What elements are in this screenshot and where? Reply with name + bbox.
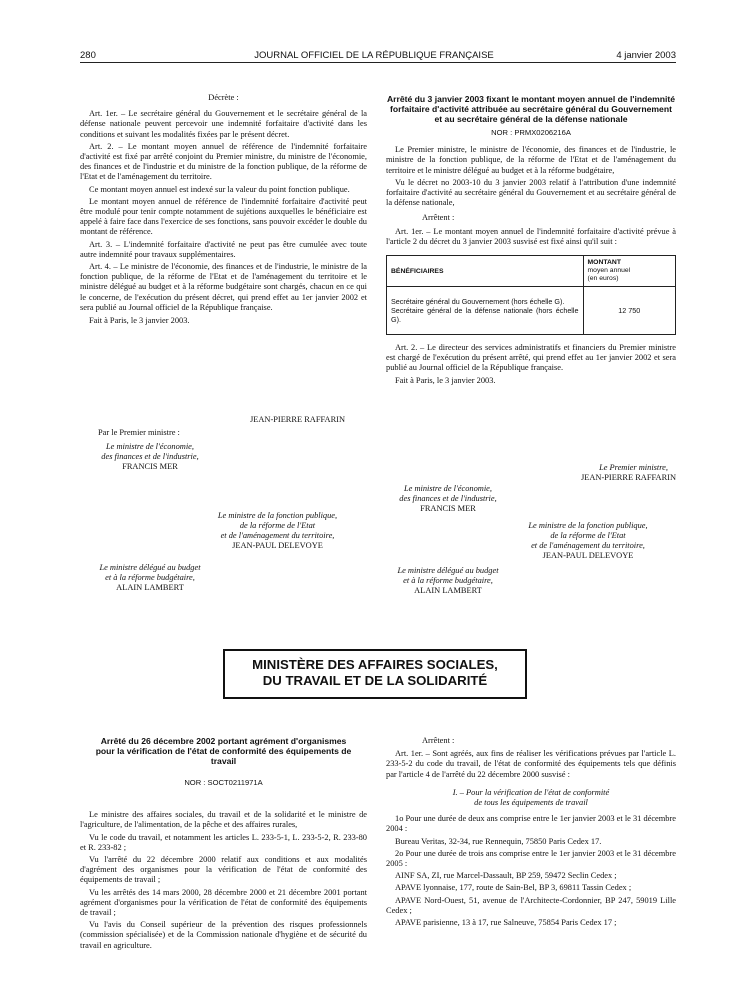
org-apave-nord-ouest: APAVE Nord-Ouest, 51, avenue de l'Architecte-Cordonnier, BP 247, 59019 Lille Cedex ; (386, 895, 676, 915)
arrete-title: Arrêté du 3 janvier 2003 fixant le montant moyen annuel de l'indemnité forfaitaire d'activité attribuée au secrétaire général du Gouvernement et au secrétaire général de la défense nationale (386, 94, 676, 124)
agrement-p5: Vu l'avis du Conseil supérieur de la prévention des risques professionnels (commission spécialisée) et de la Commission nationale d'hygiène et de sécurité du travail en agriculture. (80, 920, 367, 950)
arrete-min-eco-1: Le ministre de l'économie, (403, 484, 492, 493)
beneficiaries-table (386, 255, 676, 335)
decree-min-bud-1: Le ministre délégué au budget (99, 563, 201, 572)
agrement-nor: NOR : SOCT0211971A (184, 778, 263, 787)
decree-art2-p2: Ce montant moyen annuel est indexé sur la valeur du point fonction publique. (89, 184, 350, 194)
table-row1: Secrétaire général du Gouvernement (hors échelle G). (391, 297, 565, 307)
decree-min-fp-3: et de l'aménagement du territoire, (220, 531, 335, 540)
decree-min-eco-2: des finances et de l'industrie, (101, 452, 199, 461)
org-apave-lyonnaise: APAVE lyonnaise, 177, route de Sain-Bel, BP 3, 69811 Tassin Cedex ; (395, 883, 632, 893)
arrete-column (386, 94, 676, 388)
agrement-art1: Art. 1er. – Sont agréés, aux fins de réaliser les vérifications prévues par l'article L. 233-5-2 du code du travail, de l'état de conformité des équipements tels que définis par l'article 4 de l'arrêté du 22 décembre 2000 susvisé : (386, 749, 676, 779)
decrete-heading: Décrète : (208, 93, 239, 102)
agrement-title: Arrêté du 26 décembre 2002 portant agrément d'organismes pour la vérification de l'état de conformité des équipements de travail (95, 736, 352, 766)
page-number: 280 (80, 50, 96, 61)
agrement-p2: Vu le code du travail, et notamment les articles L. 233-5-1, L. 233-5-2, R. 233-80 et R. 233-82 ; (80, 832, 367, 852)
arrete-pm-name: JEAN-PIERRE RAFFARIN (580, 473, 676, 482)
decree-pm-name: JEAN-PIERRE RAFFARIN (249, 415, 345, 424)
item1: 1o Pour une durée de deux ans comprise entre le 1er janvier 2003 et le 31 décembre 2004 : (386, 814, 676, 834)
item2: 2o Pour une durée de trois ans comprise entre le 1er janvier 2003 et le 31 décembre 2005 : (386, 848, 676, 869)
decree-fait: Fait à Paris, le 3 janvier 2003. (89, 316, 190, 326)
arrete-min-eco-2: des finances et de l'industrie, (399, 494, 497, 503)
arrete-p2: Vu le décret no 2003-10 du 3 janvier 2003 relatif à l'attribution d'une indemnité forfaitaire d'activité au secrétaire général du Gouvernement et au secrétaire général de la défense nationale, (386, 177, 676, 208)
arrete-p1: Le Premier ministre, le ministre de l'économie, des finances et de l'industrie, le ministre de la fonction publique, de la réforme de l'Etat et de l'aménagement du territoire et le ministre délégué au budget et à la réforme budgétaire, (386, 145, 676, 175)
arrete-pm: Le Premier ministre, (599, 463, 668, 472)
org-apave-parisienne: APAVE parisienne, 13 à 17, rue Salneuve, 75854 Paris Cedex 17 ; (395, 918, 617, 928)
journal-title: JOURNAL OFFICIEL DE LA RÉPUBLIQUE FRANÇAISE (254, 50, 494, 61)
decree-min-eco-1: Le ministre de l'économie, (105, 442, 194, 451)
org-ainf: AINF SA, ZI, rue Marcel-Dassault, BP 259, 59472 Seclin Cedex ; (395, 871, 617, 881)
decree-column (80, 93, 367, 328)
item1-org: Bureau Veritas, 32-34, rue Rennequin, 75850 Paris Cedex 17. (395, 836, 602, 846)
table-row2: Secrétaire général de la défense nationale (hors échelle G). (391, 306, 579, 325)
table-amount: 12 750 (583, 287, 675, 335)
arrete-min-fp-3: et de l'aménagement du territoire, (531, 541, 645, 550)
arrete-art1: Art. 1er. – Le montant moyen annuel de l'indemnité forfaitaire d'activité prévue à l'article 2 du décret du 3 janvier 2003 susvisé est fixé ainsi qu'il suit : (386, 226, 676, 246)
ministry-line2: DU TRAVAIL ET DE LA SOLIDARITÉ (262, 673, 488, 688)
agrement-p4: Vu les arrêtés des 14 mars 2000, 28 décembre 2000 et 21 décembre 2001 portant agrément d'organismes pour la vérification de l'état de conformité des équipements de travail ; (80, 887, 367, 918)
table-row-beneficiaries (387, 287, 584, 335)
arrete-min-bud-name: ALAIN LAMBERT (414, 586, 482, 595)
agrement-arretent: Arrêtent : (422, 736, 455, 745)
decree-min-bud-2: et à la réforme budgétaire, (105, 573, 195, 582)
decree-min-eco-name: FRANCIS MER (122, 462, 178, 471)
decree-art2: Art. 2. – Le montant moyen annuel de référence de l'indemnité forfaitaire d'activité est fixé par arrêté conjoint du Premier ministre, du ministre de l'économie, des finances et de l'industrie et du ministre de la fonction publique, de la réforme de l'Etat et de l'aménagement du territoire. (80, 141, 367, 182)
arrete-min-fp-name: JEAN-PAUL DELEVOYE (542, 551, 634, 560)
arrete-min-bud-2: et à la réforme budgétaire, (403, 576, 493, 585)
arrete-min-fp-2: de la réforme de l'Etat (550, 531, 626, 540)
decree-art1: Art. 1er. – Le secrétaire général du Gouvernement et le secrétaire général de la défense nationale peuvent percevoir une indemnité forfaitaire d'activité dans les conditions et suivant les modalités fixées par le présent décret. (80, 109, 367, 139)
table-header-montant (583, 256, 675, 287)
agrement-column (80, 736, 367, 953)
issue-date: 4 janvier 2003 (616, 50, 676, 61)
header-rule (80, 62, 676, 63)
montant-l1: MONTANT (587, 259, 621, 267)
decree-art4: Art. 4. – Le ministre de l'économie, des finances et de l'industrie, le ministre de la fonction publique, de la réforme de l'Etat et de l'aménagement du territoire et le ministre délégué au budget et à la réforme budgétaire sont chargés, chacun en ce qui le concerne, de l'exécution du présent décret, qui prend effet au 1er janvier 2002 et sera publié au Journal officiel de la République française. (80, 262, 367, 312)
arrete-min-eco-name: FRANCIS MER (420, 504, 476, 513)
table-header-beneficiaires: BÉNÉFICIAIRES (387, 256, 584, 287)
agrement-p1: Le ministre des affaires sociales, du travail et de la solidarité et le ministre de l'agriculture, de l'alimentation, de la pêche et des affaires rurales, (80, 810, 367, 830)
arrete-fait: Fait à Paris, le 3 janvier 2003. (395, 375, 496, 385)
arrete-min-fp-1: Le ministre de la fonction publique, (528, 521, 648, 530)
decree-min-fp-2: de la réforme de l'Etat (239, 521, 316, 530)
decree-min-fp-1: Le ministre de la fonction publique, (217, 511, 338, 520)
montant-l3: (en euros) (587, 275, 619, 283)
decree-min-fp-name: JEAN-PAUL DELEVOYE (232, 541, 323, 550)
agrement-articles-column (386, 736, 676, 930)
arrete-arretent: Arrêtent : (422, 213, 455, 223)
section-heading (386, 788, 676, 808)
arrete-min-bud-1: Le ministre délégué au budget (397, 566, 499, 575)
decree-art2-p3: Le montant moyen annuel de référence de l'indemnité forfaitaire d'activité peut être modulé pour tenir compte notamment de sujétions auxquelles le bénéficiaire est appelé à faire face dans l'exercice de ses fonctions, sans pouvoir excéder le double du montant de référence. (80, 196, 367, 237)
arrete-art2: Art. 2. – Le directeur des services administratifs et financiers du Premier ministre est chargé de l'exécution du présent arrêté, qui prend effet au 1er janvier 2002 et sera publié au Journal officiel de la République française. (386, 343, 676, 373)
decree-min-bud-name: ALAIN LAMBERT (116, 583, 184, 592)
agrement-p3: Vu l'arrêté du 22 décembre 2000 relatif aux conditions et aux modalités d'agrément des organismes pour la vérification de l'état de conformité des équipements de travail ; (80, 855, 367, 885)
beneficiaries-table-wrap (386, 255, 676, 335)
decree-art3: Art. 3. – L'indemnité forfaitaire d'activité ne peut pas être cumulée avec toute autre indemnité pour travaux supplémentaires. (80, 239, 367, 259)
montant-l2: moyen annuel (587, 267, 631, 275)
section-line2: de tous les équipements de travail (474, 798, 588, 808)
section-line1: I. – Pour la vérification de l'état de conformité (452, 787, 610, 797)
ministry-heading-box (223, 649, 527, 699)
ministry-line1: MINISTÈRE DES AFFAIRES SOCIALES, (252, 657, 498, 672)
arrete-nor: NOR : PRMX0206216A (491, 128, 571, 137)
decree-par-pm: Par le Premier ministre : (98, 428, 180, 437)
